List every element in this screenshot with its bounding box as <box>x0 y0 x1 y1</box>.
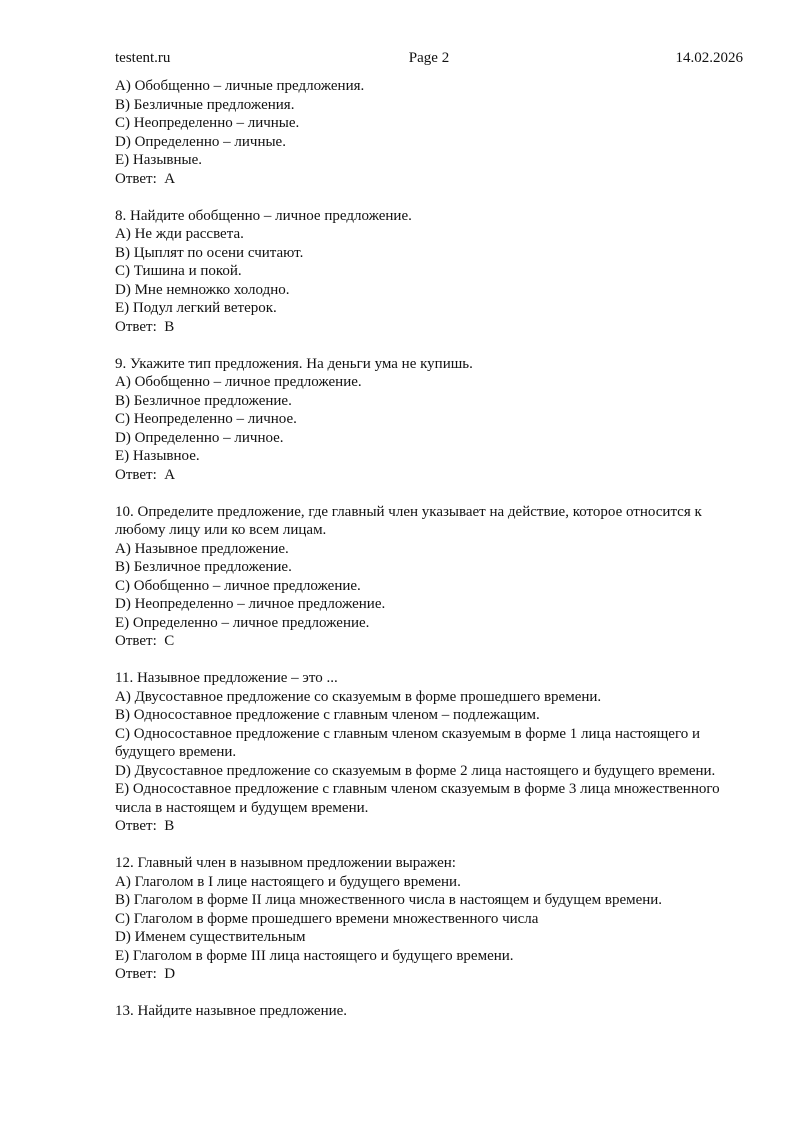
option-d: D) Мне немножко холодно. <box>115 281 290 298</box>
answer: Ответ: D <box>115 966 176 982</box>
option-c: C) Глаголом в форме прошедшего времени множественного числа <box>115 910 539 927</box>
option-b: B) Безличные предложения. <box>115 96 295 113</box>
option-a: A) Обобщенно – личные предложения. <box>115 78 365 94</box>
option-e: E) Назывное. <box>115 448 200 464</box>
option-b: B) Односоставное предложение с главным членом – подлежащим. <box>115 707 540 723</box>
option-c: C) Неопределенно – личное. <box>115 411 297 427</box>
question-text: 11. Назывное предложение – это ... <box>115 670 338 686</box>
question-block-9 <box>115 355 743 485</box>
option-d: D) Двусоставное предложение со сказуемым в форме 2 лица настоящего и будущего времени. <box>115 762 716 779</box>
answer: Ответ: A <box>115 170 176 187</box>
option-a: A) Назывное предложение. <box>115 540 289 557</box>
option-a: A) Не жди рассвета. <box>115 226 244 242</box>
test-content <box>115 77 743 1021</box>
option-c: C) Обобщенно – личное предложение. <box>115 577 361 594</box>
header-page-number: Page 2 <box>408 50 450 66</box>
question-text: 9. Укажите тип предложения. На деньги ума не купишь. <box>115 355 473 372</box>
question-block-7 <box>115 77 743 188</box>
question-text: 13. Найдите назывное предложение. <box>115 1003 348 1019</box>
option-e: E) Глаголом в форме III лица настоящего и будущего времени. <box>115 947 514 964</box>
page-header <box>115 48 743 68</box>
question-block-8 <box>115 207 743 337</box>
option-d: D) Неопределенно – личное предложение. <box>115 596 386 612</box>
option-d: D) Определенно – личное. <box>115 429 284 446</box>
option-a: A) Глаголом в I лице настоящего и будущего времени. <box>115 873 461 890</box>
answer: Ответ: A <box>115 466 176 483</box>
option-c: C) Неопределенно – личные. <box>115 115 300 131</box>
option-a: A) Обобщенно – личное предложение. <box>115 374 362 390</box>
option-b: B) Цыплят по осени считают. <box>115 244 304 261</box>
question-block-13 <box>115 1002 743 1021</box>
option-e: E) Односоставное предложение с главным членом сказуемым в форме 3 лица множественного числа в настоящем и будущем времени. <box>115 781 724 816</box>
option-c: C) Односоставное предложение с главным членом сказуемым в форме 1 лица настоящего и будущего времени. <box>115 725 704 760</box>
option-e: E) Подул легкий ветерок. <box>115 300 277 316</box>
answer: Ответ: B <box>115 818 175 834</box>
answer: Ответ: C <box>115 633 175 649</box>
answer: Ответ: B <box>115 318 175 335</box>
header-date: 14.02.2026 <box>675 50 743 66</box>
option-c: C) Тишина и покой. <box>115 263 242 279</box>
option-e: E) Назывные. <box>115 152 202 168</box>
question-block-10 <box>115 503 743 651</box>
option-d: D) Определенно – личные. <box>115 133 286 150</box>
option-e: E) Определенно – личное предложение. <box>115 614 370 631</box>
question-block-12 <box>115 854 743 984</box>
question-text: 10. Определите предложение, где главный член указывает на действие, которое относится к любому лицу или ко всем лицам. <box>115 503 706 538</box>
option-a: A) Двусоставное предложение со сказуемым в форме прошедшего времени. <box>115 688 602 705</box>
option-b: B) Безличное предложение. <box>115 392 292 409</box>
header-site: testent.ru <box>115 50 171 66</box>
option-b: B) Безличное предложение. <box>115 559 292 575</box>
option-d: D) Именем существительным <box>115 929 306 945</box>
question-text: 12. Главный член в назывном предложении выражен: <box>115 855 456 871</box>
question-block-11 <box>115 669 743 836</box>
question-text: 8. Найдите обобщенно – личное предложение. <box>115 207 412 224</box>
option-b: B) Глаголом в форме II лица множественного числа в настоящем и будущем времени. <box>115 892 663 908</box>
